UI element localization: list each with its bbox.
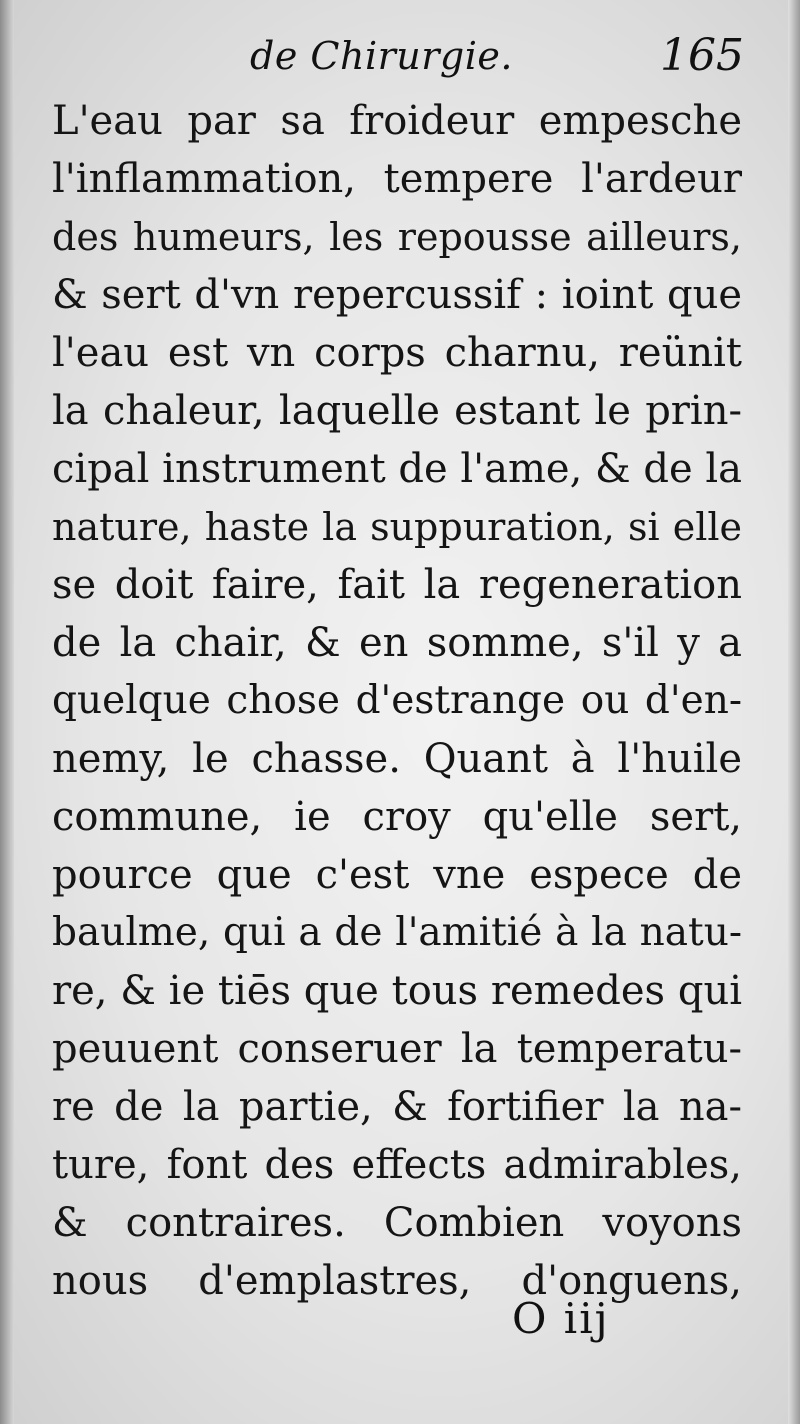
text-line: re, & ie tiēs que tous remedes qui [52,968,742,1014]
text-line: des humeurs, les repousse ailleurs, [52,215,742,259]
text-line: pource que c'est vne espece de [52,852,742,898]
text-line: nemy, le chasse. Quant à l'huile [52,736,742,782]
text-line: & contraires. Combien voyons [52,1200,742,1246]
page-edge-left [0,0,14,1424]
text-line: de la chair, & en somme, s'il y a [52,620,742,666]
text-line: l'inflammation, tempere l'ardeur [52,156,742,202]
page-number: 165 [660,30,744,81]
text-line: se doit faire, fait la regeneration [52,562,742,608]
text-line: peuuent conseruer la temperatu- [52,1026,742,1072]
text-line: L'eau par sa froideur empesche [52,98,742,144]
text-line: & sert d'vn repercussif : ioint que [52,272,742,318]
text-line: quelque chose d'estrange ou d'en- [52,678,742,723]
page-edge-right [788,0,800,1424]
text-line: ture, font des effects admirables, [52,1142,742,1188]
text-line: l'eau est vn corps charnu, reünit [52,330,742,376]
running-head [0,30,800,90]
text-line: la chaleur, laquelle estant le prin- [52,388,742,434]
body-text [52,92,742,1310]
text-line: baulme, qui a de l'amitié à la natu- [52,910,742,955]
text-line: re de la partie, & fortifier la na- [52,1084,742,1130]
running-title: de Chirurgie. [250,34,513,78]
text-line: nature, haste la suppuration, si elle [52,505,742,549]
signature-mark: O iij [512,1294,610,1343]
text-line: commune, ie croy qu'elle sert, [52,794,742,840]
text-line: nous d'emplastres, d'onguens, [52,1258,742,1304]
text-line: cipal instrument de l'ame, & de la [52,446,742,492]
